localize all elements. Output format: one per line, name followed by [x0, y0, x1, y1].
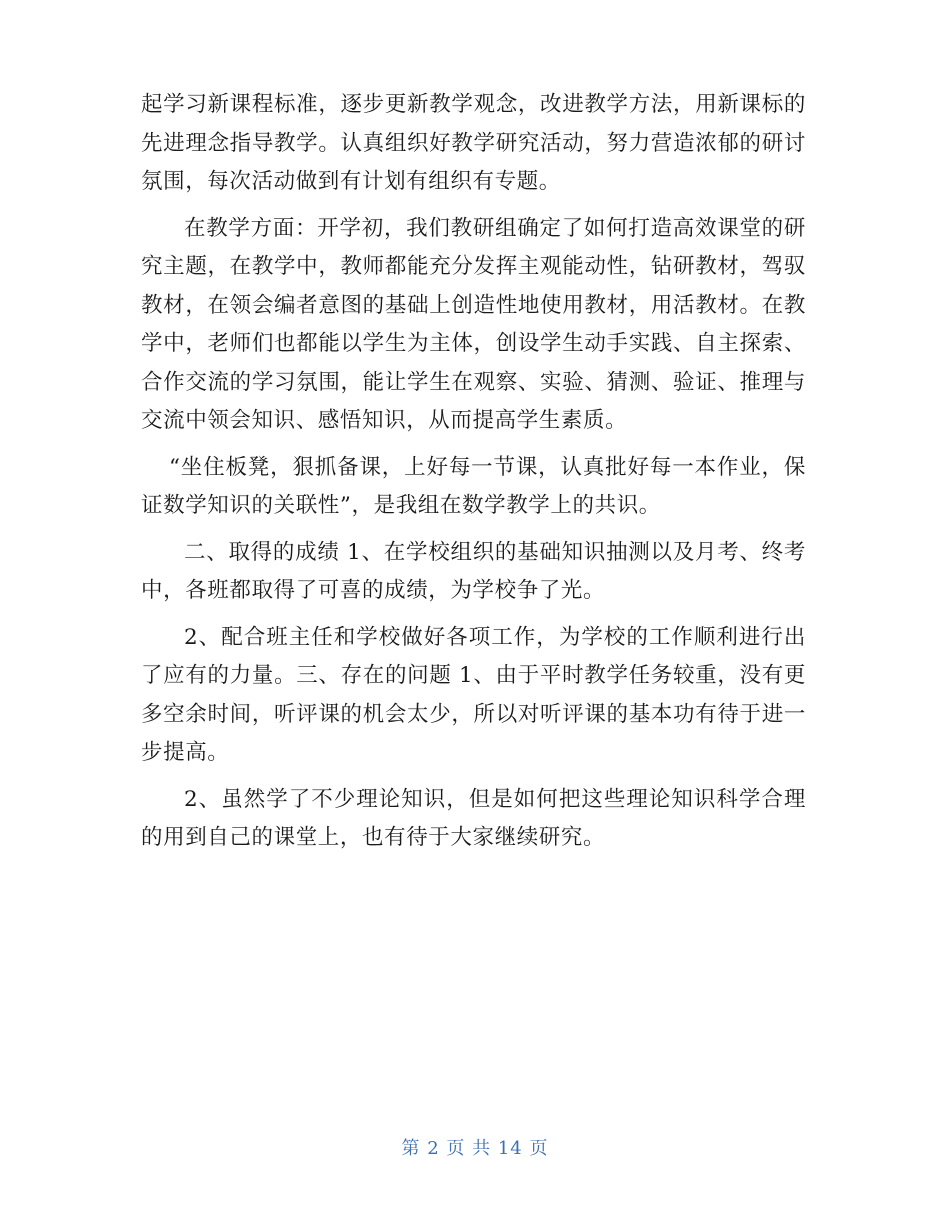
paragraph-5: 2、配合班主任和学校做好各项工作，为学校的工作顺利进行出了应有的力量。三、存在的问题 1、由于平时教学任务较重，没有更多空余时间，听评课的机会太少，所以对听评课的基本功有待于进一步提高。 — [141, 624, 806, 765]
paragraph-3: “坐住板凳，狠抓备课，上好每一节课，认真批好每一本作业，保证数学知识的关联性”，是我组在数学教学上的共识。 — [141, 454, 806, 518]
document-body — [141, 86, 806, 866]
paragraph-1: 起学习新课程标准，逐步更新教学观念，改进教学方法，用新课标的先进理念指导教学。认真组织好教学研究活动，努力营造浓郁的研讨氛围，每次活动做到有计划有组织有专题。 — [141, 92, 806, 194]
paragraph-6: 2、虽然学了不少理论知识，但是如何把这些理论知识科学合理的用到自己的课堂上，也有待于大家继续研究。 — [141, 786, 806, 850]
page-number-footer: 第 2 页 共 14 页 — [401, 1138, 549, 1159]
paragraph-4: 二、取得的成绩 1、在学校组织的基础知识抽测以及月考、终考中，各班都取得了可喜的成绩，为学校争了光。 — [141, 539, 806, 603]
paragraph-2: 在教学方面：开学初，我们教研组确定了如何打造高效课堂的研究主题，在教学中，教师都能充分发挥主观能动性，钻研教材，驾驭教材，在领会编者意图的基础上创造性地使用教材，用活教材。在教学中，老师们也都能以学生为主体，创设学生动手实践、自主探索、合作交流的学习氛围，能让学生在观察、实验、猜测、验证、推理与交流中领会知识、感悟知识，从而提高学生素质。 — [141, 215, 806, 433]
